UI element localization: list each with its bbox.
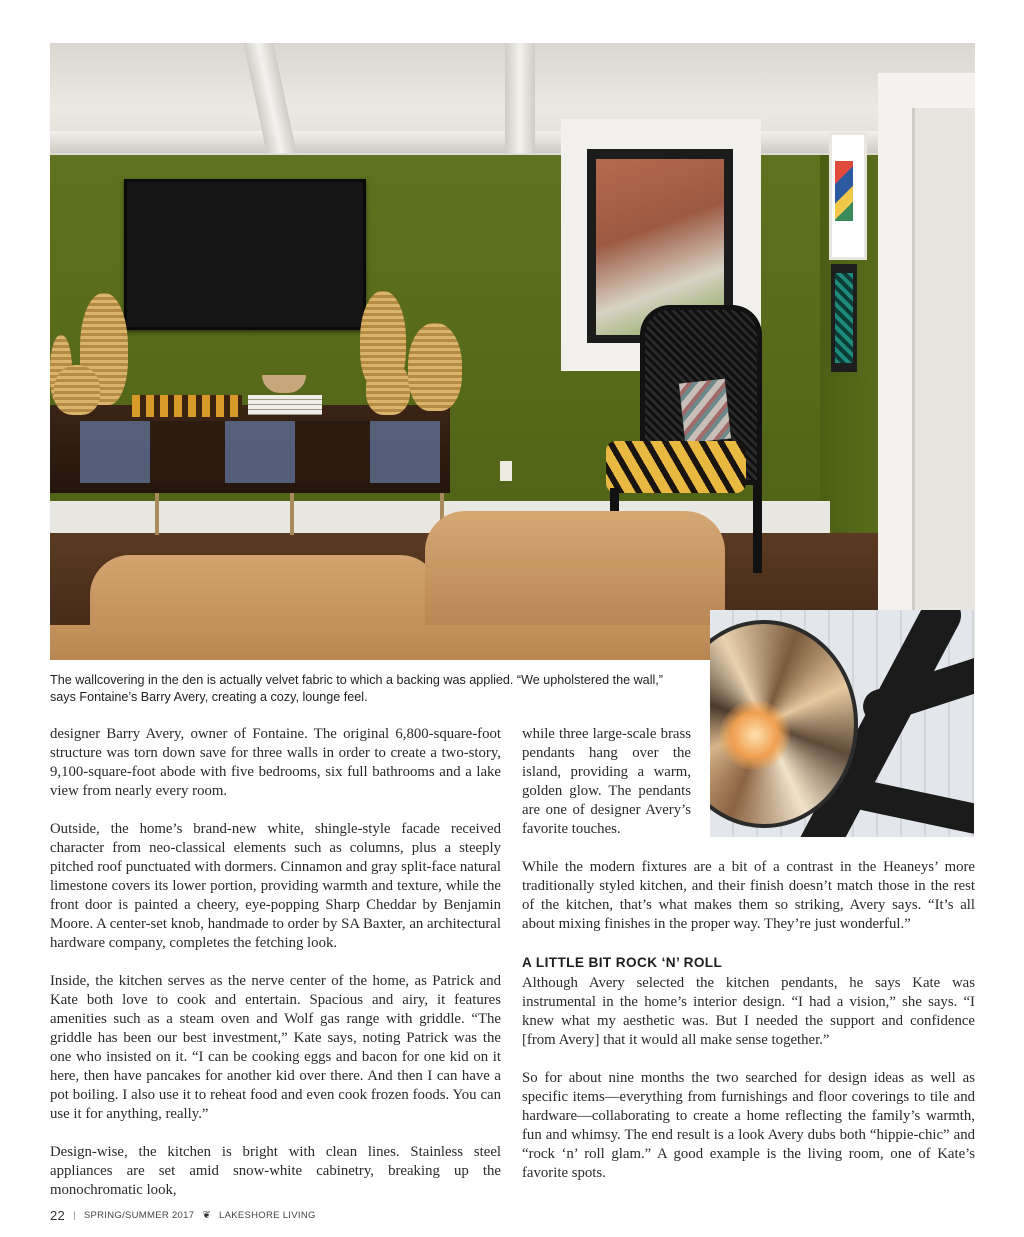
article-right-column-top xyxy=(522,725,691,858)
issue-label: SPRING/SUMMER 2017 xyxy=(83,1210,195,1221)
publication-name: LAKESHORE LIVING xyxy=(219,1210,316,1221)
body-paragraph: designer Barry Avery, owner of Fontaine. The original 6,800-square-foot structure was torn down save for three walls in order to create a two-story, 9,100-square-foot abode with five bedrooms, six full bathrooms and a lake view from nearly every room. xyxy=(50,726,501,799)
ceiling-beam xyxy=(505,43,535,153)
body-paragraph: Although Avery selected the kitchen pendants, he says Kate was instrumental in the home’s interior design. “I had a vision,” she says. “I knew what my aesthetic was. But I needed the support and confidence [from Avery] that it would all make sense together.” xyxy=(522,975,975,1048)
wall-outlet xyxy=(500,461,512,481)
woven-jar xyxy=(408,323,462,411)
body-paragraph: Outside, the home’s brand-new white, shingle-style facade received character from neo-classical elements such as columns, plus a steeply pitched roof punctuated with dormers. Cinnamon and gray split-face natural limestone covers its lower portion, providing warmth and texture, while the front door is painted a cheery, eye-popping Sharp Cheddar by Benjamin Moore. A center-set knob, handmade to order by SA Baxter, an architectural hardware company, completes the fetching look. xyxy=(50,821,501,951)
section-subhead: A LITTLE BIT ROCK ‘N’ ROLL xyxy=(522,955,723,970)
pendant-glow xyxy=(720,700,790,770)
fleuron-icon: ❦ xyxy=(202,1210,211,1221)
footer-separator: | xyxy=(73,1210,76,1221)
wall-tv xyxy=(124,179,366,330)
page-number: 22 xyxy=(50,1208,66,1223)
chair-leg xyxy=(753,483,762,573)
article-left-column xyxy=(50,725,501,1219)
leather-sofa xyxy=(425,511,725,631)
woven-jar xyxy=(54,365,100,415)
wall-art-print xyxy=(835,161,853,221)
body-paragraph: Design-wise, the kitchen is bright with clean lines. Stainless steel appliances are set amid snow-white cabinetry, breaking up the monochromatic look, xyxy=(50,1144,501,1198)
tiger-print-seat xyxy=(606,441,746,493)
body-paragraph: while three large-scale brass pendants hang over the island, providing a warm, golden glow. The pendants are one of designer Avery’s favorite touches. xyxy=(522,726,691,837)
decor-box xyxy=(132,395,242,417)
article-right-column xyxy=(522,858,975,1202)
console-leg xyxy=(290,493,294,535)
body-paragraph: Inside, the kitchen serves as the nerve center of the home, as Patrick and Kate both love to cook and entertain. Spacious and airy, it features amenities such as a steam oven and Wolf gas range with griddle. “The griddle has been our best investment,” Kate says, noting Patrick was the one who insisted on it. “I can be cooking eggs and bacon for one kid on it here, then have pancakes for another kid over there. And then I can have a pot boiling. I also use it to reheat food and even cook frozen foods. You can use it for anything, really.” xyxy=(50,973,501,1122)
console-leg xyxy=(155,493,159,535)
body-paragraph: While the modern fixtures are a bit of a contrast in the Heaneys’ more traditionally styled kitchen, and their finish doesn’t match those in the rest of the kitchen, that’s what makes them so striking, Avery says. “It’s all about mixing finishes in the proper way. They’re just wonderful.” xyxy=(522,859,975,932)
body-paragraph: So for about nine months the two searched for design ideas as well as specific items—everything from furnishings and floor coverings to tile and hardware—collaborating to create a home reflecting the family’s warmth, fun and whimsy. The end result is a look Avery dubs both “hippie-chic” and “rock ‘n’ roll glam.” A good example is the living room, one of Kate’s favorite spots. xyxy=(522,1070,975,1181)
photo-caption: The wallcovering in the den is actually velvet fabric to which a backing was applied. “We upholstered the wall,” says Fontaine’s Barry Avery, creating a cozy, lounge feel. xyxy=(50,673,663,704)
leather-sofa-base xyxy=(50,625,770,660)
wall-art-print xyxy=(835,273,853,363)
woven-jar xyxy=(366,361,410,415)
den-photo xyxy=(50,43,975,660)
chevron-pillow xyxy=(679,379,731,443)
book-stack xyxy=(248,395,322,415)
door xyxy=(912,108,975,660)
console-panels xyxy=(80,421,440,483)
pendant-photo xyxy=(710,610,974,837)
page-footer xyxy=(50,1208,316,1223)
